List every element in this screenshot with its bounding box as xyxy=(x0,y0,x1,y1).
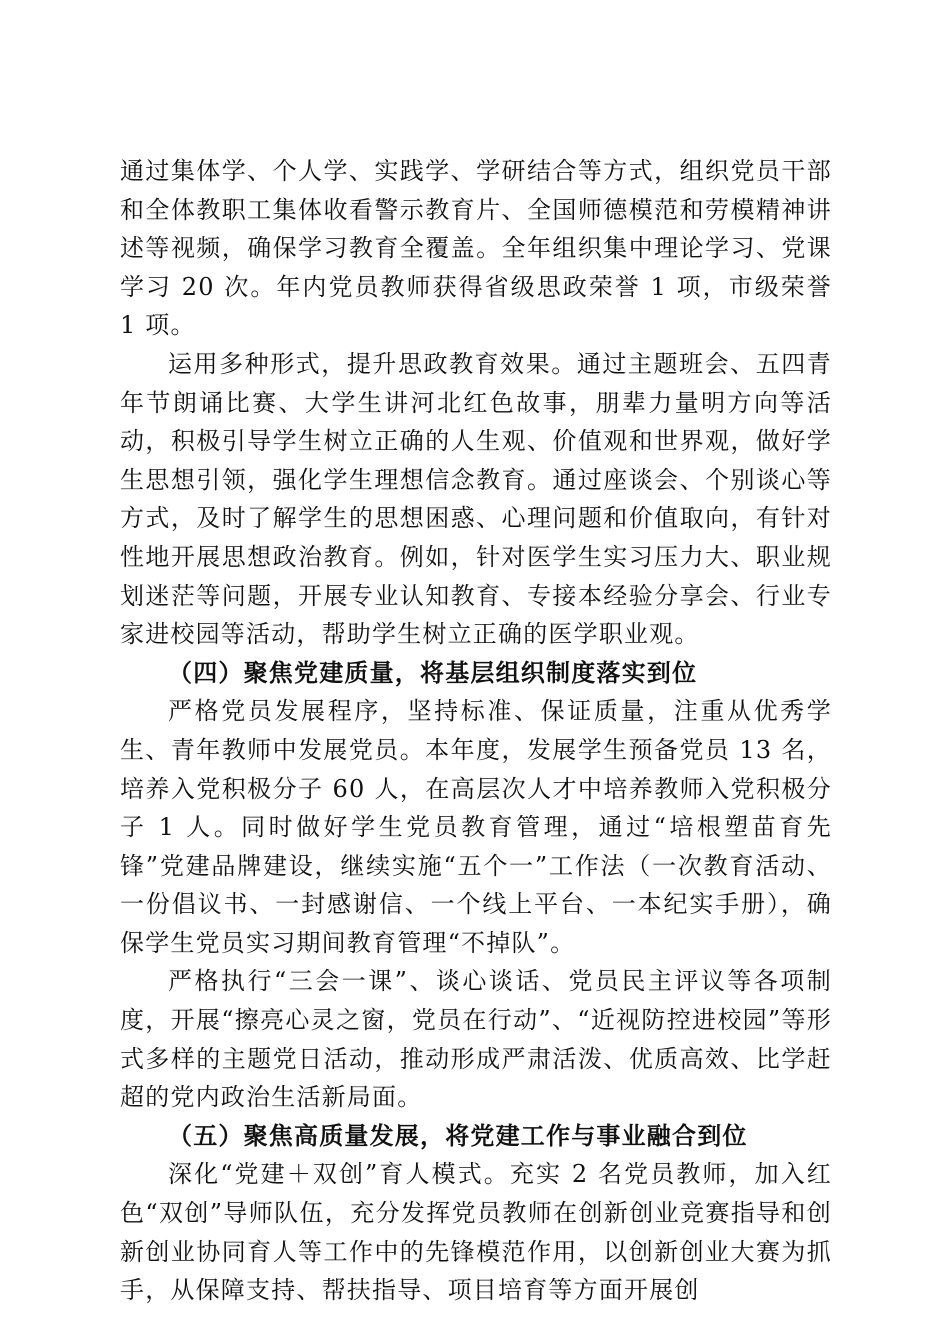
document-page xyxy=(120,152,832,1310)
paragraph-member-development: 严格党员发展程序，坚持标准、保证质量，注重从优秀学生、青年教师中发展党员。本年度，发展学生预备党员 13 名，培养入党积极分子 60 人，在高层次人才中培养教师入党积极分子 1 人。同时做好学生党员教育管理，通过“培根塑苗育先锋”党建品牌建设，继续实施“五个一”工作法（一次教育活动、一份倡议书、一封感谢信、一个线上平台、一本纪实手册），确保学生党员实习期间教育管理“不掉队”。 xyxy=(120,697,832,957)
section-heading-party-quality: （四）聚焦党建质量，将基层组织制度落实到位 xyxy=(168,657,698,687)
section-heading-high-quality-development: （五）聚焦高质量发展，将党建工作与事业融合到位 xyxy=(168,1120,748,1150)
paragraph-ideological-education: 运用多种形式，提升思政教育效果。通过主题班会、五四青年节朗诵比赛、大学生讲河北红色故事，朋辈力量明方向等活动，积极引导学生树立正确的人生观、价值观和世界观，做好学生思想引领，强化学生理想信念教育。通过座谈会、个别谈心等方式，及时了解学生的思想困惑、心理问题和价值取向，有针对性地开展思想政治教育。例如，针对医学生实习压力大、职业规划迷茫等问题，开展专业认知教育、专接本经验分享会、行业专家进校园等活动，帮助学生树立正确的医学职业观。 xyxy=(120,349,832,649)
paragraph-innovation-model: 深化“党建＋双创”育人模式。充实 2 名党员教师，加入红色“双创”导师队伍，充分发挥党员教师在创新创业竞赛指导和创新创业协同育人等工作中的先锋模范作用，以创新创业大赛为抓手，从保障支持、帮扶指导、项目培育等方面开展创 xyxy=(120,1160,832,1305)
paragraph-study-education: 通过集体学、个人学、实践学、学研结合等方式，组织党员干部和全体教职工集体收看警示教育片、全国师德模范和劳模精神讲述等视频，确保学习教育全覆盖。全年组织集中理论学习、党课学习 20 次。年内党员教师获得省级思政荣誉 1 项，市级荣誉 1 项。 xyxy=(120,157,832,340)
paragraph-organization-system: 严格执行“三会一课”、谈心谈话、党员民主评议等各项制度，开展“擦亮心灵之窗，党员在行动”、“近视防控进校园”等形式多样的主题党日活动，推动形成严肃活泼、优质高效、比学赶超的党内政治生活新局面。 xyxy=(120,967,832,1112)
